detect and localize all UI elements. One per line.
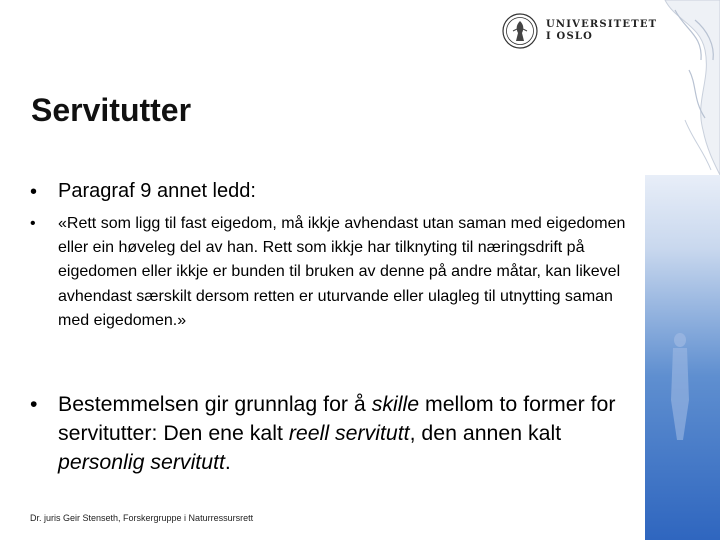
bullet-3-part-2: mellom to former for servitutter: Den ene kalt <box>58 392 616 445</box>
bullet-3-emphasis-skille: skille <box>371 392 420 416</box>
figure-silhouette-icon <box>665 330 695 440</box>
university-logo <box>502 12 657 50</box>
logo-line-2: I OSLO <box>546 31 594 42</box>
slide-title: Servitutter <box>31 92 192 128</box>
bullet-text-1: Paragraf 9 annet ledd: <box>58 180 256 202</box>
university-seal-icon <box>502 13 538 49</box>
bullet-marker: • <box>30 215 36 232</box>
slide-footer: Dr. juris Geir Stenseth, Forskergruppe i Naturressursrett <box>30 513 254 523</box>
bullet-3-emphasis-reell: reell servitutt <box>288 421 410 445</box>
bullet-item-2 <box>30 212 640 333</box>
bullet-marker: • <box>30 181 38 203</box>
logo-wordmark <box>546 19 657 43</box>
bullet-marker: • <box>30 392 38 416</box>
bullet-3-part-1: Bestemmelsen gir grunnlag for å <box>58 392 372 416</box>
logo-line-1: UNIVERSITETET <box>546 19 658 30</box>
side-decoration <box>645 0 720 540</box>
bullet-text-2: «Rett som ligg til fast eigedom, må ikkje avhendast utan saman med eigedomen eller ein høveleg del av han. Rett som ikkje har tilknyting til næringsdrift på eigedomen eller ikkje er bunden til bruken av denne på andre måtar, kan likevel avhendast særskilt dersom retten er uturvande eller ulagleg til utnytting saman med eigedomen.» <box>58 215 626 329</box>
bullet-3-emphasis-personlig: personlig servitutt <box>58 450 225 474</box>
bullet-item-1 <box>30 180 256 204</box>
bullet-item-3 <box>30 390 640 477</box>
bullet-3-part-4: . <box>224 450 231 474</box>
bullet-text-3 <box>58 390 640 477</box>
bullet-3-part-3: , den annen kalt <box>409 421 562 445</box>
